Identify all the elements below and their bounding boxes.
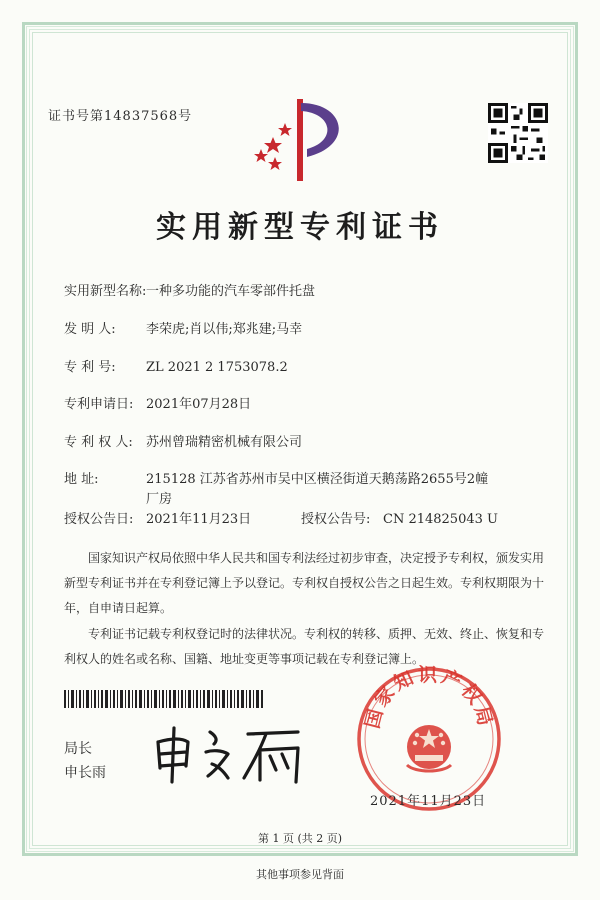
field-value: 李荣虎;肖以伟;郑兆建;马幸: [146, 322, 303, 337]
page-number: 第 1 页 (共 2 页): [257, 832, 343, 845]
paragraph-legal: 专利证书记载专利权登记时的法律状况。专利权的转移、质押、无效、终止、恢复和专利权人的姓名或名称、国籍、地址变更等事项记载在专利登记簿上。: [64, 627, 545, 666]
field-value: CN 214825043 U: [383, 512, 498, 527]
cnipa-logo-icon: [245, 95, 350, 185]
patentee-row: [64, 431, 302, 450]
field-value: 苏州曾瑞精密机械有限公司: [146, 435, 303, 450]
field-value: 2021年11月23日: [146, 512, 252, 527]
director-title: 局长: [64, 741, 92, 757]
field-value: 厂房: [146, 492, 173, 507]
field-label: 专 利 权 人:: [64, 435, 133, 450]
seal-date: 2021年11月23日: [370, 794, 487, 809]
inventor-row: [64, 318, 302, 337]
svg-text:国家知识产权局: 国家知识产权局: [361, 665, 497, 731]
page-title: 实用新型专利证书: [156, 210, 444, 245]
grant-date-row: [64, 508, 498, 527]
field-value: 215128 江苏省苏州市吴中区横泾街道天鹅荡路2655号2幢: [146, 472, 489, 487]
field-label: 地 址:: [64, 472, 99, 487]
address-row: [64, 468, 488, 487]
field-label: 实用新型名称:: [64, 284, 147, 299]
barcode-icon: [64, 690, 264, 708]
field-label: 专 利 号:: [64, 360, 116, 375]
field-value: 2021年07月28日: [146, 397, 252, 412]
paragraph-grant: 国家知识产权局依照中华人民共和国专利法经过初步审查，决定授予专利权，颁发实用新型专利证书并在专利登记簿上予以登记。专利权自授权公告之日起生效。专利权期限为十年，自申请日起算。: [64, 551, 545, 615]
field-label: 授权公告号:: [301, 512, 371, 527]
field-value: ZL 2021 2 1753078.2: [146, 360, 288, 375]
field-value: 一种多功能的汽车零部件托盘: [146, 284, 316, 299]
back-note: 其他事项参见背面: [256, 868, 344, 881]
qr-code-icon: [488, 103, 548, 163]
application-date-row: [64, 393, 251, 412]
address-row-continued: [146, 488, 172, 507]
handwritten-signature-icon: [148, 720, 328, 790]
certificate-number: 证书号第14837568号: [48, 109, 193, 124]
field-label: 授权公告日:: [64, 512, 134, 527]
field-label: 发 明 人:: [64, 322, 116, 337]
field-label: 专利申请日:: [64, 397, 134, 412]
patent-number-row: [64, 356, 288, 375]
director-name: 申长雨: [64, 765, 106, 781]
utility-model-name-row: [64, 280, 315, 299]
